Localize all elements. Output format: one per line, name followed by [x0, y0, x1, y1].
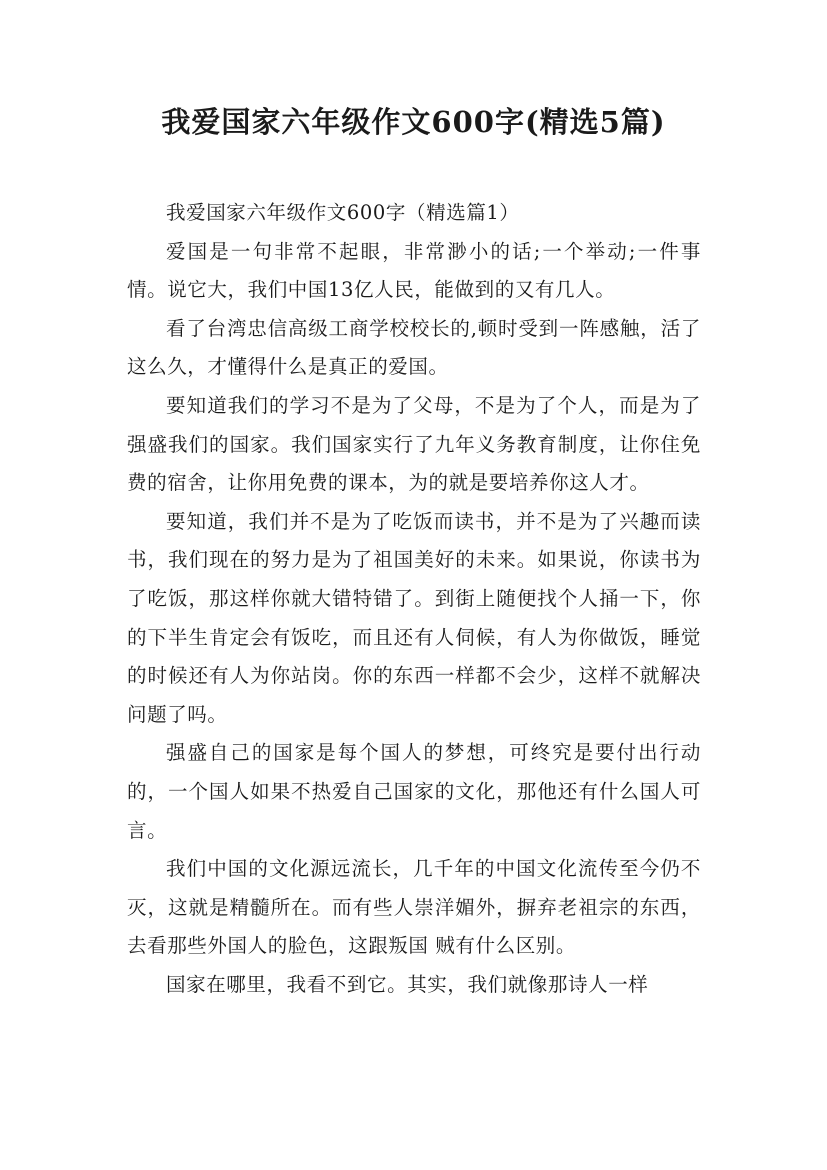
paragraph: 看了台湾忠信高级工商学校校长的,顿时受到一阵感触，活了这么久，才懂得什么是真正的爱国。	[127, 316, 701, 379]
paragraph: 强盛自己的国家是每个国人的梦想，可终究是要付出行动的，一个国人如果不热爱自己国家的文化，那他还有什么国人可言。	[127, 741, 701, 842]
paragraph: 国家在哪里，我看不到它。其实，我们就像那诗人一样	[166, 972, 649, 996]
paragraph: 要知道，我们并不是为了吃饭而读书，并不是为了兴趣而读书，我们现在的努力是为了祖国美好的未来。如果说，你读书为了吃饭，那这样你就大错特错了。到街上随便找个人捅一下，你的下半生肯定会有饭吃，而且还有人伺候，有人为你做饭，睡觉的时候还有人为你站岗。你的东西一样都不会少，这样不就解决问题了吗。	[127, 509, 701, 726]
paragraph-heading: 我爱国家六年级作文600字（精选篇1）	[166, 201, 520, 224]
paragraph: 要知道我们的学习不是为了父母，不是为了个人，而是为了强盛我们的国家。我们国家实行了九年义务教育制度，让你住免费的宿舍，让你用免费的课本，为的就是要培养你这人才。	[127, 393, 701, 495]
document-body	[127, 194, 701, 1004]
paragraph: 爱国是一句非常不起眼，非常渺小的话;一个举动;一件事情。说它大，我们中国13亿人民，能做到的又有几人。	[127, 239, 701, 302]
paragraph: 我们中国的文化源远流长，几千年的中国文化流传至今仍不灭，这就是精髓所在。而有些人崇洋媚外，摒弃老祖宗的东西，去看那些外国人的脸色，这跟叛国 贼有什么区别。	[127, 857, 701, 958]
document-title: 我爱国家六年级作文600字(精选5篇)	[161, 105, 666, 139]
